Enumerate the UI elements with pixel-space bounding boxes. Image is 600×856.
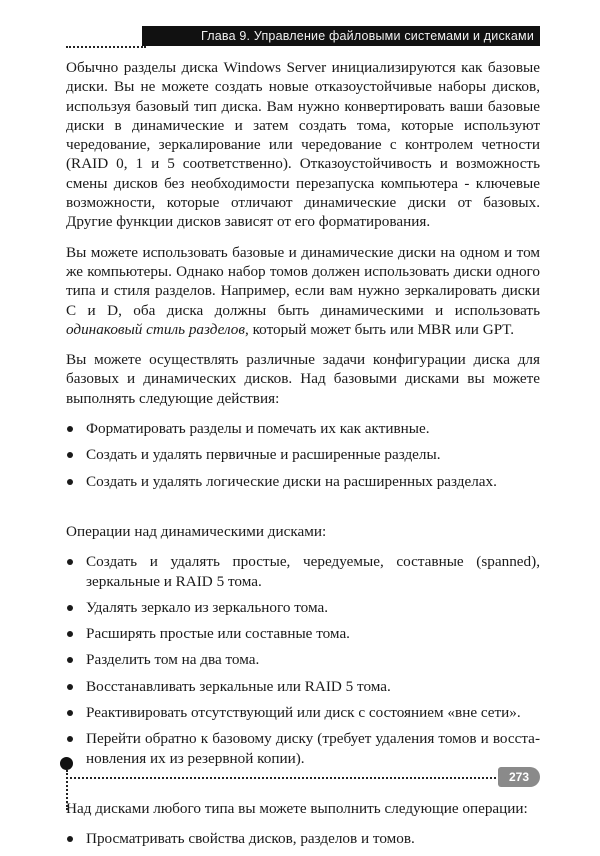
- bullet-icon: [67, 710, 73, 716]
- paragraph-mixed-disks-end: , который может быть или MBR или GPT.: [244, 320, 515, 338]
- paragraph-mixed-disks: [66, 243, 540, 339]
- list-item: [66, 419, 540, 438]
- list-item: [66, 472, 540, 491]
- page-body: [66, 58, 540, 856]
- page-number-badge: [498, 767, 540, 787]
- paragraph-config-tasks: Вы можете осуществлять различные задачи конфигурации диска для базовых и динамических дисков. Над базовыми дисками вы можете выполнять следующие действия:: [66, 351, 540, 407]
- dynamic-disk-actions-list: [66, 552, 540, 768]
- footer-dotted-rule: [66, 777, 496, 779]
- footer-marker-icon: [60, 757, 73, 770]
- footer-vertical-rule: [66, 770, 68, 810]
- list-item-text: Расширять простые или составные тома.: [86, 625, 350, 643]
- list-item-text: Перейти обратно к базовому диску (требует удаления томов и восстановления их из резервной копии).: [86, 730, 540, 767]
- paragraph-basic-disks: Обычно разделы диска Windows Server инициализируются как базовые диски. Вы не можете создать новые отказоустойчивые наборы дисков, используя базовый тип диска. Вам нужно конвертировать ваши базовые диски в динамические и затем создать тома, которые используют чередование, зеркалирование или чередование с контролем четности (RAID 0, 1 и 5 соответственно). Отказоустойчивость и возможность смены дисков без необходимости перезапуска компьютера - ключевые возможности, которые отличают динамические диски от базовых. Другие функции дисков зависят от его форматирования.: [66, 59, 540, 231]
- list-item: [66, 598, 540, 617]
- bullet-icon: [67, 736, 73, 742]
- bullet-icon: [67, 426, 73, 432]
- list-item-text: Просматривать свойства дисков, разделов и томов.: [86, 830, 415, 848]
- bullet-icon: [67, 452, 73, 458]
- list-item: [66, 552, 540, 591]
- page-number: 273: [508, 770, 530, 784]
- list-item: [66, 650, 540, 669]
- list-item-text: Удалять зеркало из зеркального тома.: [86, 598, 329, 616]
- chapter-header: [142, 26, 540, 46]
- bullet-icon: [67, 684, 73, 690]
- paragraph-any-disk-ops: Над дисками любого типа вы можете выполнить следующие операции:: [66, 799, 528, 817]
- bullet-icon: [67, 657, 73, 663]
- bullet-icon: [67, 479, 73, 485]
- spacer: [66, 498, 540, 522]
- list-item-text: Создать и удалять простые, чередуемые, составные (spanned), зеркальные и RAID 5 тома.: [86, 553, 540, 590]
- list-item: [66, 677, 540, 696]
- list-item-text: Форматировать разделы и помечать их как активные.: [86, 420, 430, 438]
- bullet-icon: [67, 836, 73, 842]
- chapter-title: Глава 9. Управление файловыми системами и дисками: [200, 29, 534, 43]
- list-item-text: Разделить том на два тома.: [86, 651, 260, 669]
- bullet-icon: [67, 605, 73, 611]
- paragraph-mixed-disks-start: Вы можете использовать базовые и динамические диски на одном и том же компьютеры. Однако набор томов должен использовать диски одного типа и стиля разделов. Например, если вам нужно зеркалировать диски C и D, оба диска должны быть динамическими и использовать: [66, 243, 540, 319]
- any-disk-actions-list: [66, 829, 540, 848]
- list-item: [66, 445, 540, 464]
- list-item-text: Восстанавливать зеркальные или RAID 5 тома.: [86, 677, 391, 695]
- paragraph-mixed-disks-emphasis: одинаковый стиль разделов: [66, 320, 245, 338]
- list-item: [66, 703, 540, 722]
- bullet-icon: [67, 631, 73, 637]
- list-item-text: Создать и удалять логические диски на расширенных разделах.: [86, 472, 497, 490]
- list-item: [66, 829, 540, 848]
- list-item: [66, 624, 540, 643]
- list-item-text: Реактивировать отсутствующий или диск с состоянием «вне сети».: [86, 704, 521, 722]
- basic-disk-actions-list: [66, 419, 540, 491]
- paragraph-dynamic-ops: Операции над динамическими дисками:: [66, 522, 327, 540]
- list-item-text: Создать и удалять первичные и расширенные разделы.: [86, 446, 441, 464]
- bullet-icon: [67, 559, 73, 565]
- header-dotted-rule: [66, 46, 146, 48]
- list-item: [66, 729, 540, 768]
